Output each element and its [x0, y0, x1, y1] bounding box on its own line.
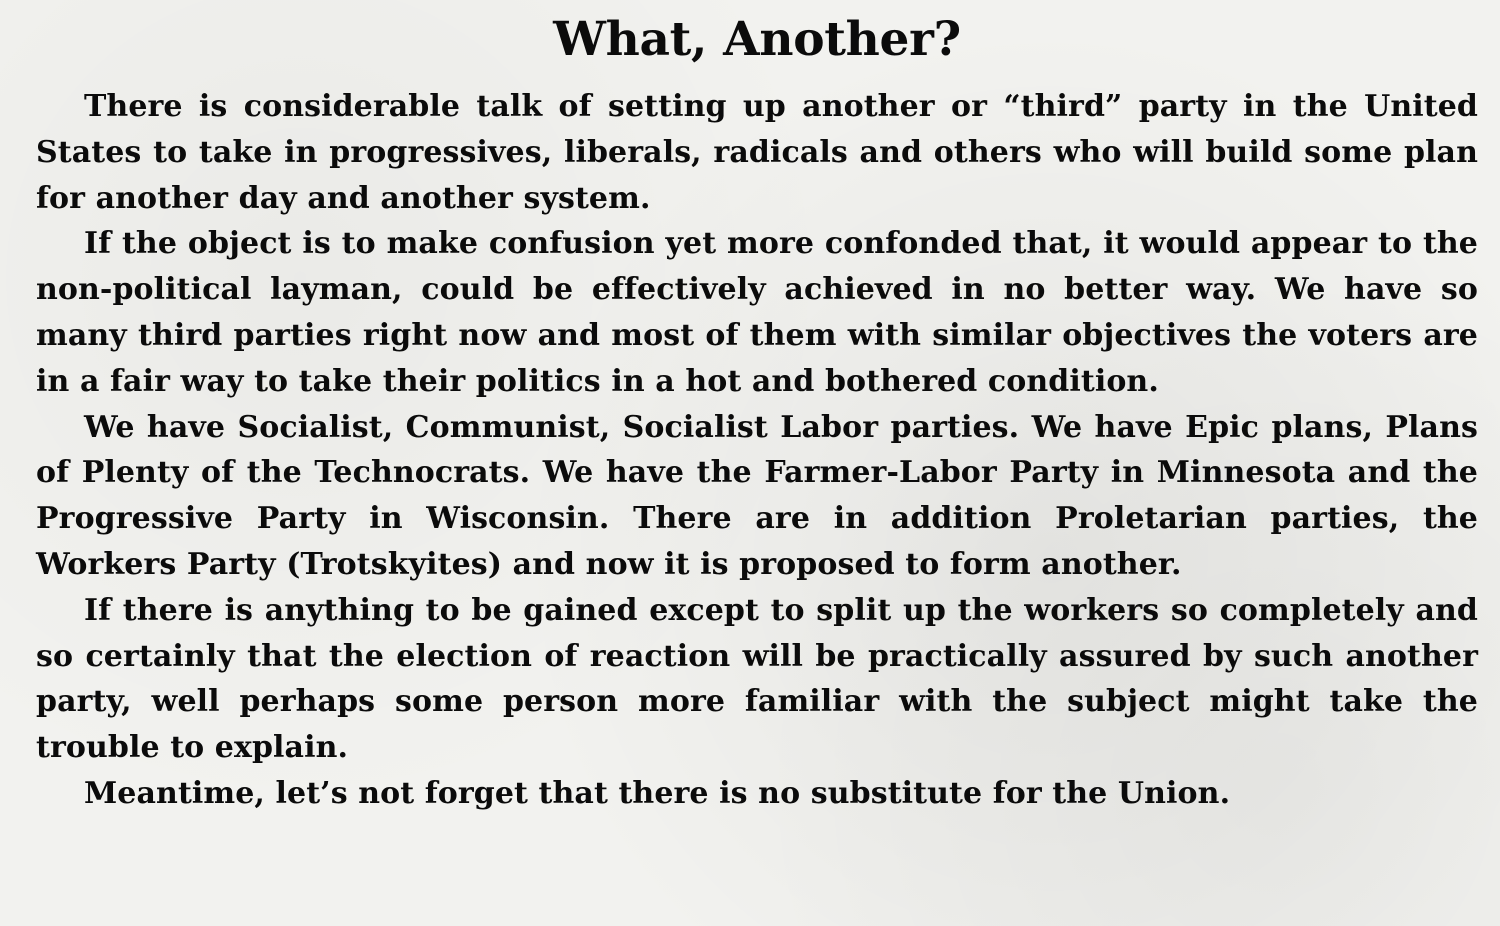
paragraph-1: There is considerable talk of setting up another or “third” party in the United States to take in progressives, liberals, radicals and others who will build some plan for another day and another system.	[36, 89, 1478, 216]
paragraph-5: Meantime, let’s not forget that there is no substitute for the Union.	[84, 775, 1231, 811]
paragraph-4: If there is anything to be gained except to split up the workers so completely and so certainly that the election of reaction will be practically assured by such another party, well perhaps some person more familiar with the subject might take the trouble to explain.	[36, 592, 1478, 766]
paragraph-3: We have Socialist, Communist, Socialist Labor parties. We have Epic plans, Plans of Plenty of the Technocrats. We have the Farmer-Labor Party in Minnesota and the Progressive Party in Wisconsin. There are in addition Proletarian parties, the Workers Party (Trotskyites) and now it is proposed to form another.	[36, 409, 1478, 582]
article-body	[36, 84, 1478, 817]
paragraph-2: If the object is to make confusion yet more confonded that, it would appear to the non-political layman, could be effectively achieved in no better way. We have so many third parties right now and most of them with similar objectives the voters are in a fair way to take their politics in a hot and bothered condition.	[36, 226, 1478, 399]
article-title: What, Another?	[553, 12, 961, 67]
